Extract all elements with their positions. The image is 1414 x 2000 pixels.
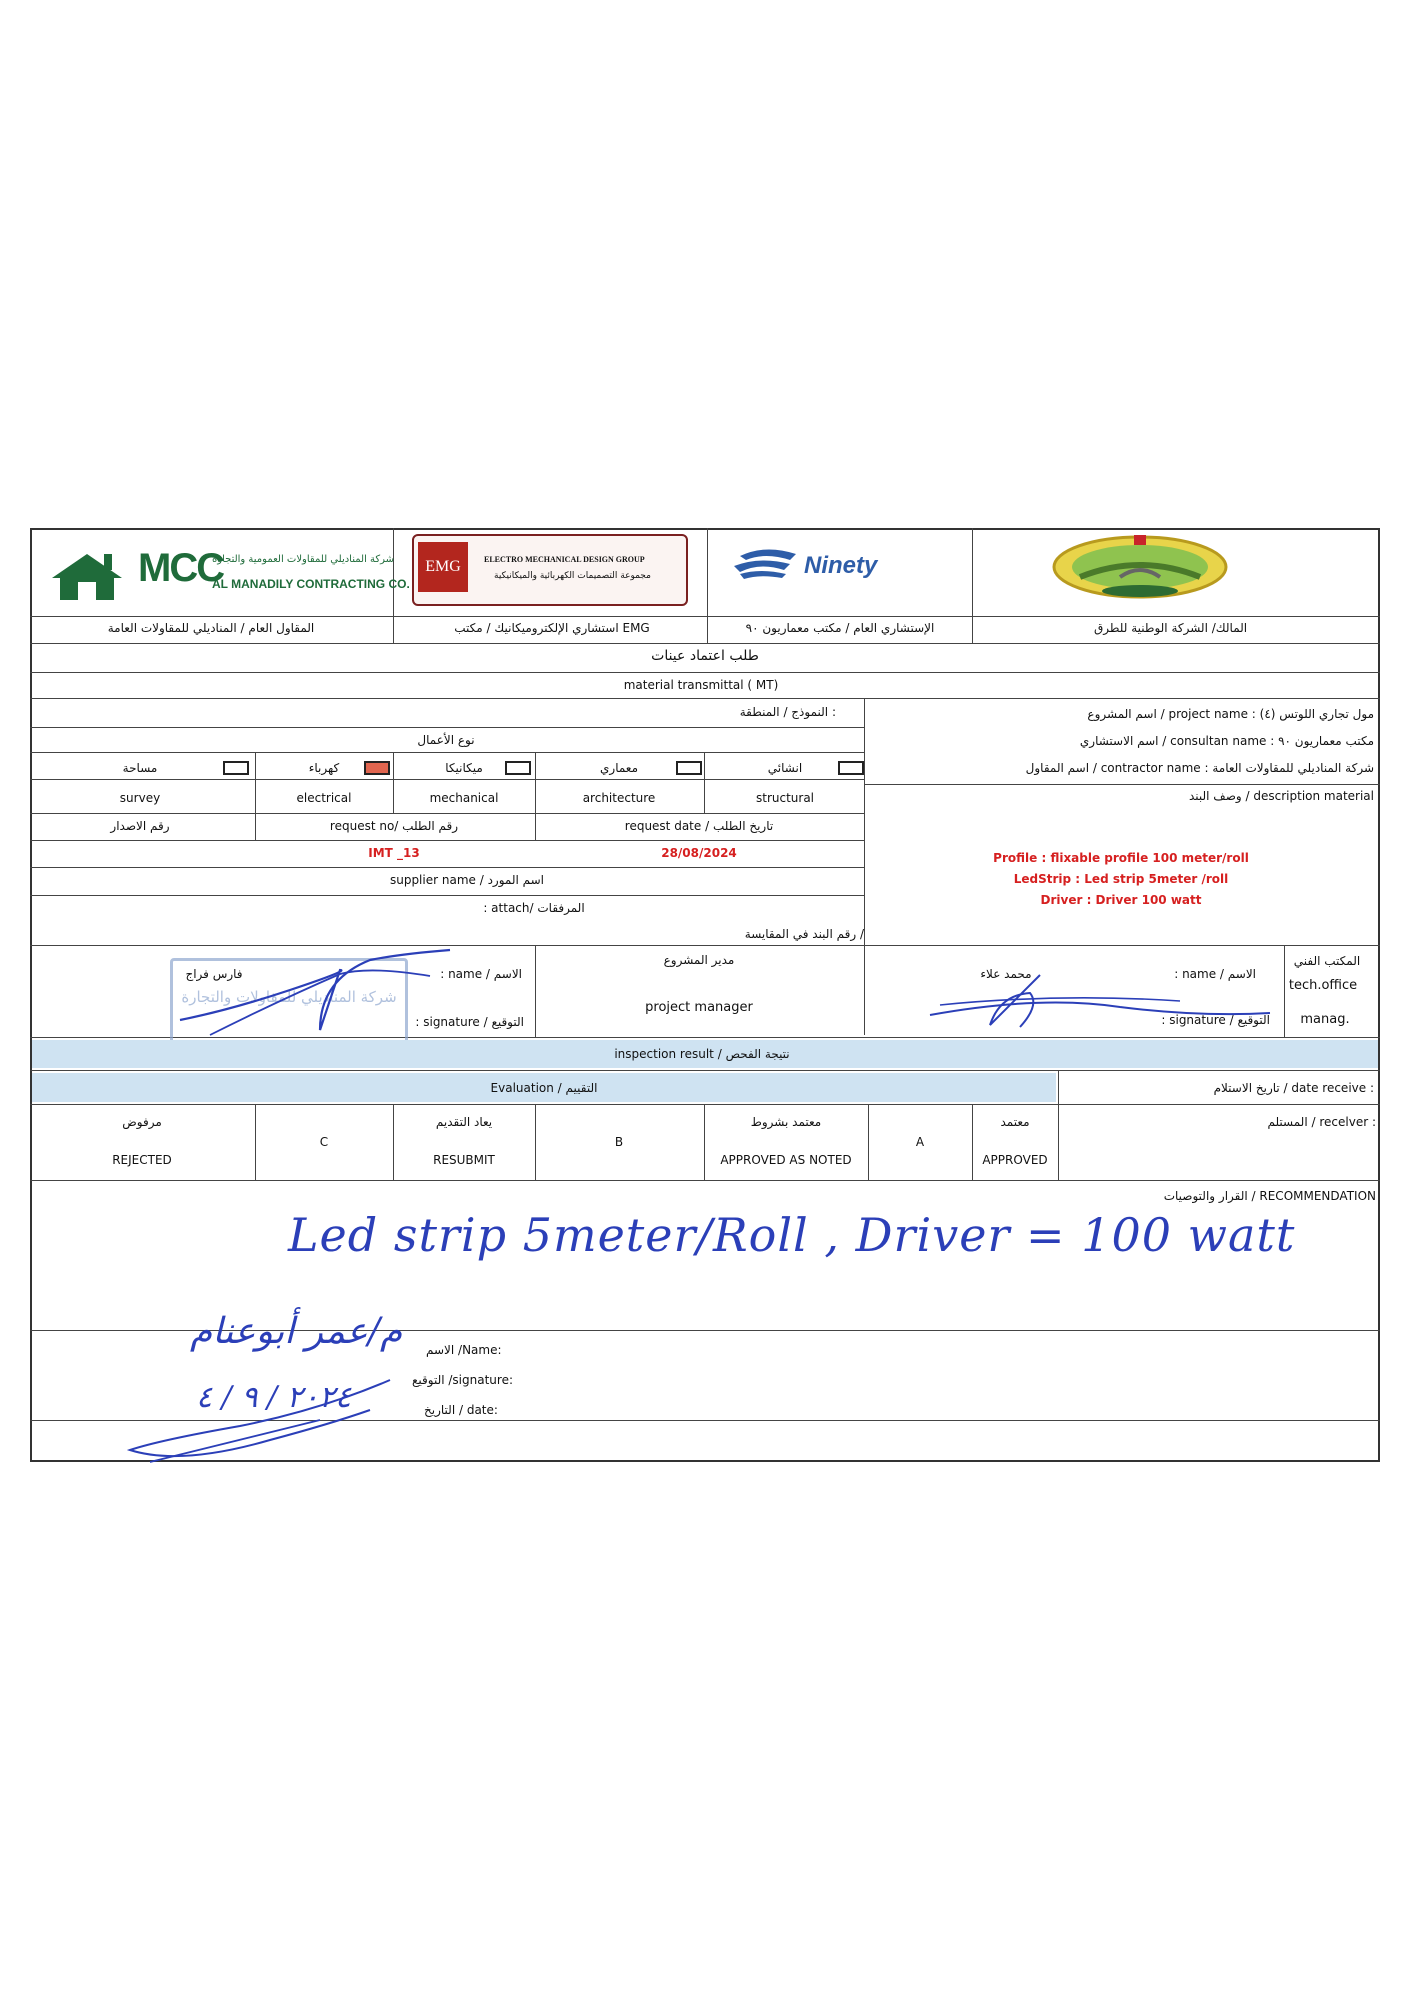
footer-date-label: التاريخ / date: <box>424 1403 498 1417</box>
divider <box>393 752 394 813</box>
divider <box>30 1104 1380 1105</box>
model-zone-label: النموذج / المنطقة : <box>739 705 836 719</box>
divider <box>1058 1070 1059 1104</box>
divider <box>864 784 1380 785</box>
emg-logo-mark: EMG <box>418 542 468 592</box>
date-receive-label: تاريخ الاستلام / date receive : <box>1213 1081 1374 1095</box>
pm-title-en: project manager <box>645 1000 753 1015</box>
ninety-swoosh-icon <box>730 546 800 584</box>
divider <box>864 698 865 1035</box>
discipline-survey-en: survey <box>119 791 161 805</box>
description-line: LedStrip : Led strip 5meter /roll <box>1013 872 1229 886</box>
grade-resubmit-ar: يعاد التقديم <box>435 1115 493 1129</box>
tech-title-en: tech.office <box>1288 978 1358 993</box>
tech-handwritten-signature <box>920 965 1280 1039</box>
grade-b: B <box>614 1135 624 1149</box>
owner-party: المالك/ الشركة الوطنية للطرق <box>1094 621 1248 635</box>
general-consultant-party: الإستشاري العام / مكتب معماريون ٩٠ <box>745 621 935 635</box>
recommendation-label: القرار والتوصيات / RECOMMENDATION <box>1163 1189 1376 1203</box>
description-label: وصف البند / description material <box>1188 789 1374 803</box>
recommendation-handwritten: Led strip 5meter/Roll , Driver = 100 watt <box>288 1208 1296 1262</box>
consultant-name-field: اسم الاستشاري / consultan name : مكتب معماريون ٩٠ <box>1079 734 1374 748</box>
divider <box>868 1104 869 1180</box>
divider <box>704 1104 705 1180</box>
mcc-house-icon <box>48 548 126 608</box>
grade-a: A <box>915 1135 925 1149</box>
survey-checkbox[interactable] <box>223 761 249 775</box>
divider <box>255 752 256 840</box>
divider <box>535 1104 536 1180</box>
contractor-party: المقاول العام / المناديلي للمقاولات العامة <box>107 621 315 635</box>
divider <box>1284 945 1285 1037</box>
grade-rejected-ar: مرفوض <box>122 1115 162 1129</box>
emg-arabic-name: مجموعة التصميمات الكهربائية والميكانيكية <box>494 571 651 581</box>
divider <box>30 616 1380 617</box>
project-name-field: اسم المشروع / project name : مول تجاري اللوتس (٤) <box>1087 707 1374 721</box>
grade-c: C <box>319 1135 329 1149</box>
grade-approved-as-noted-ar: معتمد بشروط <box>750 1115 822 1129</box>
attach-label: : attach/ المرفقات <box>483 901 585 915</box>
architecture-checkbox[interactable] <box>676 761 702 775</box>
pm-name: فارس فراج <box>185 967 243 981</box>
footer-handwritten-date: ٢٠٢٤ / ٩ / ٤ <box>196 1380 352 1415</box>
pm-title-ar: مدير المشروع <box>663 953 735 967</box>
divider <box>30 867 864 868</box>
request-no-label: request no/ رقم الطلب <box>329 819 459 833</box>
discipline-electrical-en: electrical <box>296 791 352 805</box>
tech-name-label: : name / الاسم <box>1174 967 1256 981</box>
supplier-label: supplier name / اسم المورد <box>389 873 545 887</box>
divider <box>30 779 864 780</box>
discipline-architecture-en: architecture <box>582 791 656 805</box>
divider <box>707 528 708 643</box>
divider <box>30 698 1380 699</box>
discipline-survey-ar: مساحة <box>122 761 158 775</box>
evaluation-label: Evaluation / التقييم <box>490 1081 598 1095</box>
divider <box>972 1104 973 1180</box>
divider <box>30 672 1380 673</box>
form-title-arabic: طلب اعتماد عينات <box>651 648 759 664</box>
work-type-label: نوع الأعمال <box>417 733 475 747</box>
grade-rejected-en: REJECTED <box>112 1153 172 1167</box>
discipline-architecture-ar: معماري <box>600 761 638 775</box>
description-line: Profile : flixable profile 100 meter/roll <box>993 851 1249 865</box>
mcc-logo-text: MCC <box>138 546 224 590</box>
divider <box>30 895 864 896</box>
stamp-text: شركة المناديلي للمقاولات والتجارة <box>181 988 397 1006</box>
divider <box>535 752 536 840</box>
discipline-mechanical-en: mechanical <box>429 791 499 805</box>
divider <box>972 528 973 643</box>
ninety-logo-text: Ninety <box>804 552 878 579</box>
divider <box>30 752 864 753</box>
mcc-arabic-name: شركة المناديلي للمقاولات العمومية والتجارة <box>212 554 395 565</box>
grade-approved-ar: معتمد <box>1000 1115 1030 1129</box>
grade-resubmit-en: RESUBMIT <box>433 1153 495 1167</box>
request-no-value: IMT _13 <box>368 846 420 860</box>
discipline-electrical-ar: كهرباء <box>308 761 340 775</box>
request-date-label: request date / تاريخ الطلب <box>624 819 774 833</box>
request-date-value: 28/08/2024 <box>661 846 737 860</box>
divider <box>30 813 864 814</box>
mechanical-checkbox[interactable] <box>505 761 531 775</box>
divider <box>30 727 864 728</box>
divider <box>393 1104 394 1180</box>
description-line: Driver : Driver 100 watt <box>1040 893 1202 907</box>
divider <box>30 840 864 841</box>
tech-signature-label: : signature / التوقيع <box>1161 1013 1270 1027</box>
footer-handwritten-name: م/عمر أبوعنام <box>190 1311 403 1352</box>
footer-signature-label: التوقيع /signature: <box>412 1373 513 1387</box>
form-title-english: material transmittal ( MT) <box>623 678 779 692</box>
electrical-checkbox[interactable] <box>364 761 390 775</box>
divider <box>1058 1104 1059 1180</box>
pm-name-label: : name / الاسم <box>440 967 522 981</box>
national-road-company-seal <box>1050 533 1230 605</box>
discipline-structural-ar: انشائي <box>767 761 803 775</box>
item-no-label: رقم البند في المقايسة / <box>744 927 864 941</box>
contractor-name-field: اسم المقاول / contractor name : شركة المناديلي للمقاولات العامة <box>1025 761 1374 775</box>
pm-handwritten-signature <box>170 940 470 1054</box>
receiver-label: المستلم / recelver : <box>1267 1115 1376 1129</box>
divider <box>535 945 536 1037</box>
footer-handwritten-signature <box>120 1370 400 1470</box>
grade-approved-as-noted-en: APPROVED AS NOTED <box>720 1153 852 1167</box>
discipline-mechanical-ar: ميكانيكا <box>445 761 483 775</box>
pm-signature-label: : signature / التوقيع <box>415 1015 524 1029</box>
issue-no-label: رقم الاصدار <box>110 819 170 833</box>
divider <box>704 752 705 813</box>
discipline-structural-en: structural <box>755 791 815 805</box>
emg-consultant-party: استشاري الإلكتروميكانيك / مكتب EMG <box>454 621 650 635</box>
inspection-result-label: inspection result / نتيجة الفحص <box>614 1047 790 1061</box>
emg-english-name: ELECTRO MECHANICAL DESIGN GROUP <box>484 555 645 564</box>
divider <box>30 1070 1380 1071</box>
tech-name: محمد علاء <box>980 967 1032 981</box>
footer-name-label: الاسم /Name: <box>426 1343 502 1357</box>
divider <box>30 643 1380 644</box>
divider <box>30 1180 1380 1181</box>
mcc-english-name: AL MANADILY CONTRACTING CO. <box>212 577 410 591</box>
grade-approved-en: APPROVED <box>982 1153 1048 1167</box>
divider <box>255 1104 256 1180</box>
tech-title-ar: المكتب الفني <box>1293 954 1361 968</box>
tech-title-en: manag. <box>1300 1012 1350 1027</box>
structural-checkbox[interactable] <box>838 761 864 775</box>
